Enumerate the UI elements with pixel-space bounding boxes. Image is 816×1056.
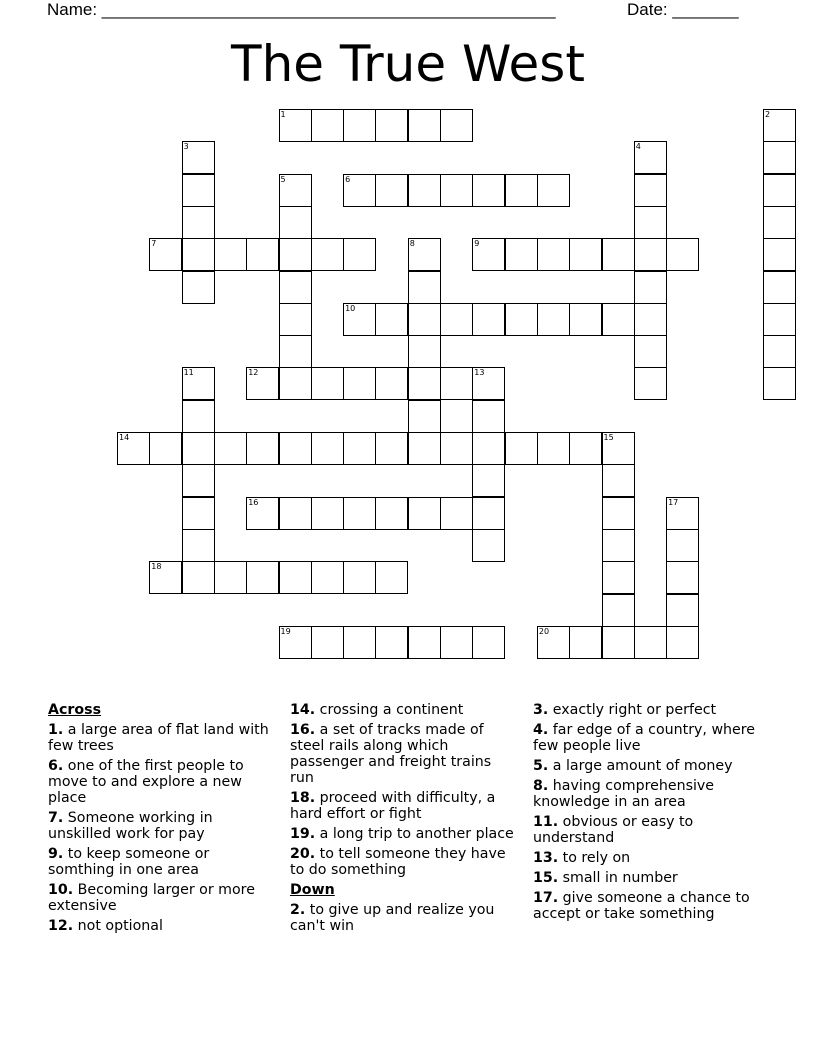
grid-cell[interactable] [311,109,344,142]
grid-cell[interactable] [375,432,408,465]
clue-num: 20. [290,846,316,862]
clue-text: small in number [558,870,678,886]
clue-num: 17. [533,890,559,906]
grid-cell[interactable] [375,303,408,336]
grid-cell[interactable] [311,367,344,400]
grid-cell[interactable] [472,400,505,433]
clue-number: 16 [248,497,259,507]
grid-cell[interactable] [343,626,376,659]
grid-cell[interactable] [117,432,150,465]
grid-cell[interactable] [279,109,312,142]
clue-item [533,814,773,846]
grid-cell[interactable] [763,174,796,207]
clue-number: 4 [635,142,641,152]
grid-cell[interactable] [408,174,441,207]
grid-cell[interactable] [763,303,796,336]
clue-number: 15 [603,433,614,442]
grid-cell[interactable] [182,400,215,433]
clue-item [533,890,773,922]
grid-cell[interactable] [472,497,505,530]
grid-cell[interactable] [569,432,602,465]
clue-num: 2. [290,902,306,918]
grid-cell[interactable] [182,174,215,207]
grid-cell[interactable] [279,367,312,400]
clue-text: Someone working in unskilled work for pay [48,810,213,842]
clue-num: 12. [48,918,74,934]
grid-cell[interactable] [149,238,182,271]
clue-number: 2 [765,110,771,119]
grid-cell[interactable] [602,529,635,562]
grid-cell[interactable] [602,626,635,659]
clue-text: not optional [73,918,163,934]
grid-cell[interactable] [408,497,441,530]
clue-number: 13 [474,368,485,378]
date-line: Date: _______ [627,0,739,19]
grid-cell[interactable] [408,238,441,271]
grid-cell[interactable] [440,303,473,336]
grid-cell[interactable] [634,303,667,336]
grid-cell[interactable] [279,206,312,239]
grid-cell[interactable] [440,109,473,142]
clue-item [533,850,773,866]
clue-num: 5. [533,758,549,774]
clue-item [48,758,270,806]
grid-cell[interactable] [634,626,667,659]
clue-num: 6. [48,758,64,774]
grid-cell[interactable] [537,432,570,465]
clue-num: 1. [48,722,64,738]
grid-cell[interactable] [182,206,215,239]
clue-text: to rely on [558,850,631,866]
grid-cell[interactable] [569,626,602,659]
grid-cell[interactable] [472,464,505,497]
grid-cell[interactable] [666,497,699,530]
clue-item [533,870,773,886]
grid-cell[interactable] [408,335,441,368]
clue-text: to give up and realize you can't win [290,902,495,934]
clue-text: a large amount of money [548,758,733,774]
grid-cell[interactable] [634,174,667,207]
name-line: Name: ________________________________________________ [47,0,556,19]
grid-cell[interactable] [375,109,408,142]
grid-cell[interactable] [602,464,635,497]
grid-cell[interactable] [279,174,312,207]
grid-cell[interactable] [343,432,376,465]
clue-num: 19. [290,826,316,842]
grid-cell[interactable] [149,561,182,594]
grid-cell[interactable] [569,303,602,336]
clue-num: 18. [290,790,316,806]
clue-num: 3. [533,702,549,718]
grid-cell[interactable] [569,238,602,271]
grid-cell[interactable] [182,141,215,174]
clue-number: 1 [280,110,286,119]
clue-number: 14 [119,433,130,442]
grid-cell[interactable] [440,497,473,530]
clue-item [290,722,518,786]
clue-item [48,882,270,914]
grid-cell[interactable] [214,561,247,594]
grid-cell[interactable] [279,626,312,659]
clue-number: 12 [248,368,259,378]
grid-cell[interactable] [505,303,538,336]
grid-cell[interactable] [182,432,215,465]
clue-number: 5 [280,174,286,184]
grid-cell[interactable] [408,367,441,400]
clue-text: having comprehensive knowledge in an area [533,778,715,810]
grid-cell[interactable] [182,561,215,594]
grid-cell[interactable] [602,561,635,594]
grid-cell[interactable] [666,561,699,594]
clue-text: give someone a chance to accept or take something [533,890,750,922]
clue-item [290,902,518,934]
clue-item [290,790,518,822]
grid-cell[interactable] [763,238,796,271]
grid-cell[interactable] [537,626,570,659]
grid-cell[interactable] [182,367,215,400]
grid-cell[interactable] [537,174,570,207]
grid-cell[interactable] [182,238,215,271]
grid-cell[interactable] [246,238,279,271]
clue-item [290,846,518,878]
grid-cell[interactable] [343,109,376,142]
grid-cell[interactable] [763,271,796,304]
clue-number: 19 [280,626,291,636]
clue-item [533,702,773,718]
grid-cell[interactable] [375,561,408,594]
grid-cell[interactable] [375,367,408,400]
grid-cell[interactable] [343,367,376,400]
clue-number: 20 [538,626,550,636]
clue-num: 11. [533,814,559,830]
clue-num: 10. [48,882,74,898]
grid-cell[interactable] [279,497,312,530]
grid-cell[interactable] [537,303,570,336]
grid-cell[interactable] [666,529,699,562]
grid-cell[interactable] [634,335,667,368]
grid-cell[interactable] [375,497,408,530]
clue-number: 3 [183,142,189,152]
down-heading: Down [290,882,335,898]
grid-cell[interactable] [666,238,699,271]
grid-cell[interactable] [440,367,473,400]
grid-cell[interactable] [311,561,344,594]
grid-cell[interactable] [182,464,215,497]
grid-cell[interactable] [472,174,505,207]
grid-cell[interactable] [440,432,473,465]
grid-cell[interactable] [375,174,408,207]
clue-num: 9. [48,846,64,862]
clue-number: 6 [345,174,351,184]
grid-cell[interactable] [408,432,441,465]
grid-cell[interactable] [311,238,344,271]
clue-text: to tell someone they have to do something [290,846,506,878]
grid-cell[interactable] [472,626,505,659]
grid-cell[interactable] [343,497,376,530]
grid-cell[interactable] [279,561,312,594]
clue-text: obvious or easy to understand [533,814,694,846]
clue-text: a large area of flat land with few trees [48,722,269,754]
grid-cell[interactable] [408,303,441,336]
grid-cell[interactable] [440,626,473,659]
grid-cell[interactable] [763,367,796,400]
clue-number: 11 [183,368,194,378]
grid-cell[interactable] [343,238,376,271]
grid-cell[interactable] [666,594,699,627]
grid-cell[interactable] [408,271,441,304]
clue-num: 15. [533,870,559,886]
grid-cell[interactable] [763,141,796,174]
clue-item [48,846,270,878]
clue-text: proceed with difficulty, a hard effort or fight [290,790,496,822]
clue-text: to keep someone or somthing in one area [48,846,210,878]
grid-cell[interactable] [602,432,635,465]
clue-num: 16. [290,722,316,738]
grid-cell[interactable] [214,432,247,465]
clue-num: 8. [533,778,549,794]
grid-cell[interactable] [634,238,667,271]
grid-cell[interactable] [505,432,538,465]
grid-cell[interactable] [634,141,667,174]
grid-cell[interactable] [279,335,312,368]
clue-num: 13. [533,850,559,866]
clue-column-3 [533,702,773,926]
grid-cell[interactable] [279,432,312,465]
clue-num: 14. [290,702,316,718]
grid-cell[interactable] [602,497,635,530]
grid-cell[interactable] [472,367,505,400]
clue-number: 17 [668,497,679,507]
grid-cell[interactable] [182,271,215,304]
grid-cell[interactable] [408,400,441,433]
clue-text: exactly right or perfect [548,702,717,718]
grid-cell[interactable] [505,238,538,271]
clue-number: 8 [409,239,415,249]
clue-number: 10 [345,303,356,313]
grid-cell[interactable] [634,271,667,304]
grid-cell[interactable] [537,238,570,271]
grid-cell[interactable] [279,238,312,271]
grid-cell[interactable] [279,271,312,304]
grid-cell[interactable] [440,174,473,207]
grid-cell[interactable] [279,303,312,336]
grid-cell[interactable] [343,303,376,336]
clue-num: 4. [533,722,549,738]
clue-item [533,722,773,754]
grid-cell[interactable] [763,335,796,368]
clue-item [290,702,518,718]
clue-item [533,778,773,810]
grid-cell[interactable] [634,206,667,239]
grid-cell[interactable] [408,626,441,659]
grid-cell[interactable] [602,238,635,271]
grid-cell[interactable] [763,206,796,239]
clue-item [48,810,270,842]
grid-cell[interactable] [408,109,441,142]
clue-text: far edge of a country, where few people live [533,722,756,754]
clue-column-2 [290,702,518,938]
clue-item [533,758,773,774]
grid-cell[interactable] [182,497,215,530]
clue-item [48,722,270,754]
grid-cell[interactable] [472,303,505,336]
clue-text: one of the first people to move to and explore a new place [48,758,244,806]
clue-number: 9 [474,239,480,249]
clue-column-1 [48,702,270,938]
grid-cell[interactable] [634,367,667,400]
clue-text: a set of tracks made of steel rails along which passenger and freight trains run [290,722,492,786]
clue-text: a long trip to another place [315,826,514,842]
grid-cell[interactable] [343,561,376,594]
clue-text: crossing a continent [315,702,464,718]
grid-cell[interactable] [505,174,538,207]
clue-item [48,918,270,934]
grid-cell[interactable] [182,529,215,562]
grid-cell[interactable] [602,594,635,627]
grid-cell[interactable] [472,432,505,465]
grid-cell[interactable] [343,174,376,207]
grid-cell[interactable] [149,432,182,465]
grid-cell[interactable] [602,303,635,336]
grid-cell[interactable] [214,238,247,271]
clue-text: Becoming larger or more extensive [48,882,255,914]
clue-number: 18 [151,562,162,572]
puzzle-title: The True West [231,35,585,93]
grid-cell[interactable] [311,432,344,465]
grid-cell[interactable] [666,626,699,659]
grid-cell[interactable] [311,497,344,530]
grid-cell[interactable] [246,367,279,400]
grid-cell[interactable] [472,529,505,562]
grid-cell[interactable] [375,626,408,659]
grid-cell[interactable] [472,238,505,271]
clue-item [290,826,518,842]
clue-number: 7 [151,239,157,249]
grid-cell[interactable] [246,432,279,465]
grid-cell[interactable] [311,626,344,659]
grid-cell[interactable] [246,561,279,594]
grid-cell[interactable] [246,497,279,530]
across-heading: Across [48,702,102,718]
grid-cell[interactable] [763,109,796,142]
clue-num: 7. [48,810,64,826]
